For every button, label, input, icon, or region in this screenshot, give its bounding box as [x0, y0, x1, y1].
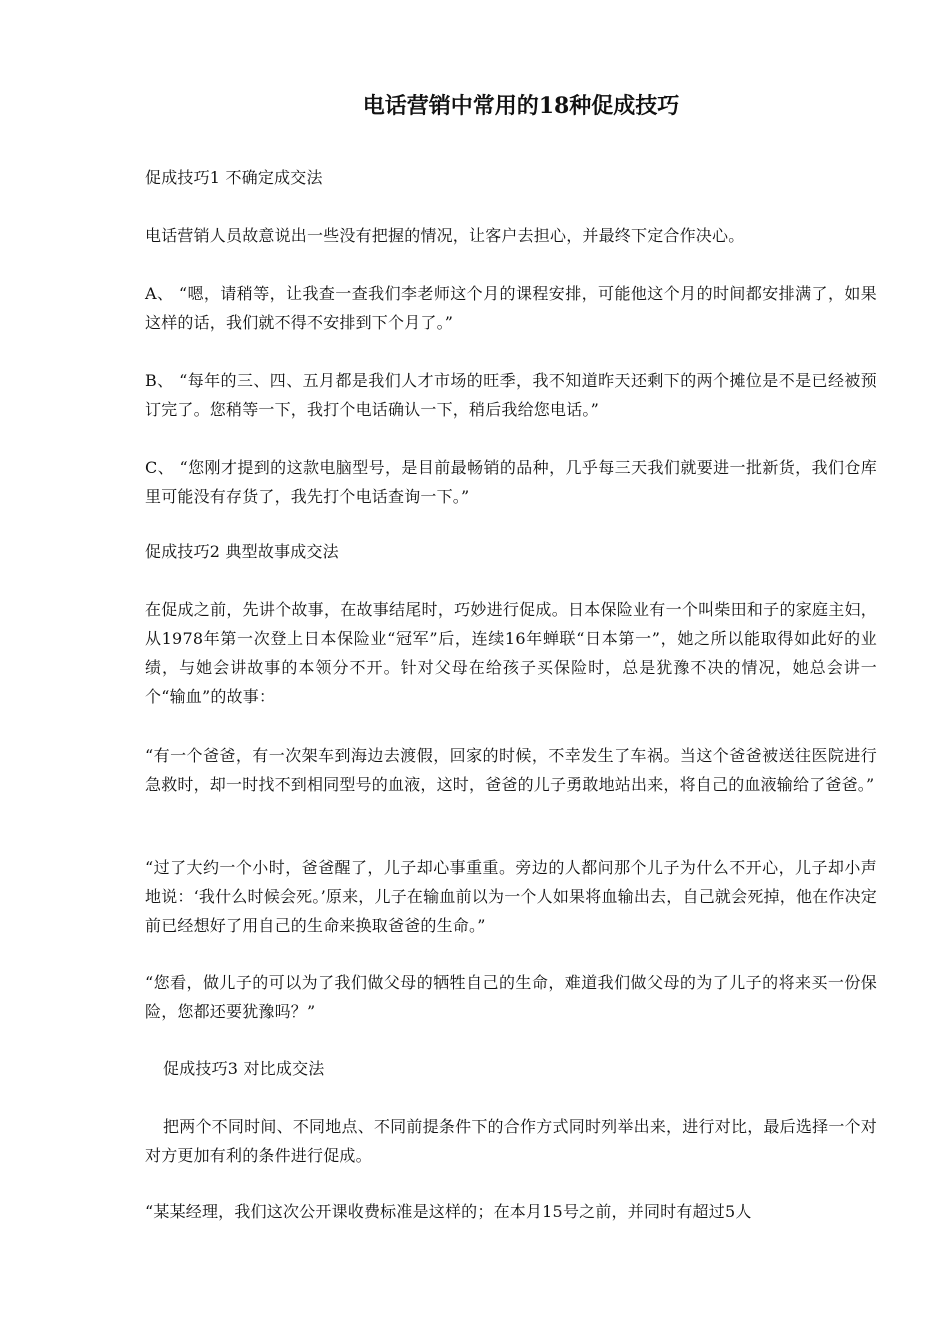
paragraph: 把两个不同时间、不同地点、不同前提条件下的合作方式同时列举出来，进行对比，最后选择一个对对方更加有利的条件进行促成。	[145, 1117, 877, 1165]
page-title: 电话营销中常用的18种促成技巧	[362, 93, 680, 119]
story-quote-1: “有一个爸爸，有一次架车到海边去渡假，回家的时候，不幸发生了车祸。当这个爸爸被送往医院进行急救时，却一时找不到相同型号的血液，这时，爸爸的儿子勇敢地站出来，将自己的血液输给了爸爸。”	[145, 746, 877, 794]
example-c: C、 “您刚才提到的这款电脑型号，是目前最畅销的品种，几乎每三天我们就要进一批新货，我们仓库里可能没有存货了，我先打个电话查询一下。”	[145, 458, 877, 506]
paragraph: 电话营销人员故意说出一些没有把握的情况，让客户去担心，并最终下定合作决心。	[145, 226, 745, 245]
story-quote-2: “过了大约一个小时，爸爸醒了，儿子却心事重重。旁边的人都问那个儿子为什么不开心，儿子却小声地说：‘我什么时候会死。’原来，儿子在输血前以为一个人如果将血输出去，自己就会死掉，他在作决定前已经想好了用自己的生命来换取爸爸的生命。”	[145, 858, 877, 935]
example-a: A、 “嗯，请稍等，让我查一查我们李老师这个月的课程安排，可能他这个月的时间都安排满了，如果这样的话，我们就不得不安排到下个月了。”	[145, 284, 877, 332]
section-heading-2: 促成技巧2 典型故事成交法	[145, 542, 339, 561]
section-heading-3: 促成技巧3 对比成交法	[163, 1059, 325, 1078]
paragraph: “某某经理，我们这次公开课收费标准是这样的；在本月15号之前，并同时有超过5人	[145, 1202, 752, 1221]
section-heading-1: 促成技巧1 不确定成交法	[145, 168, 323, 187]
example-b: B、 “每年的三、四、五月都是我们人才市场的旺季，我不知道昨天还剩下的两个摊位是不是已经被预订完了。您稍等一下，我打个电话确认一下，稍后我给您电话。”	[145, 371, 877, 419]
story-quote-3: “您看，做儿子的可以为了我们做父母的牺牲自己的生命，难道我们做父母的为了儿子的将来买一份保险，您都还要犹豫吗？”	[145, 973, 877, 1021]
paragraph: 在促成之前，先讲个故事，在故事结尾时，巧妙进行促成。日本保险业有一个叫柴田和子的家庭主妇，从1978年第一次登上日本保险业“冠军”后，连续16年蝉联“日本第一”，她之所以能取得如此好的业绩，与她会讲故事的本领分不开。针对父母在给孩子买保险时，总是犹豫不决的情况，她总会讲一个“输血”的故事：	[145, 600, 877, 706]
